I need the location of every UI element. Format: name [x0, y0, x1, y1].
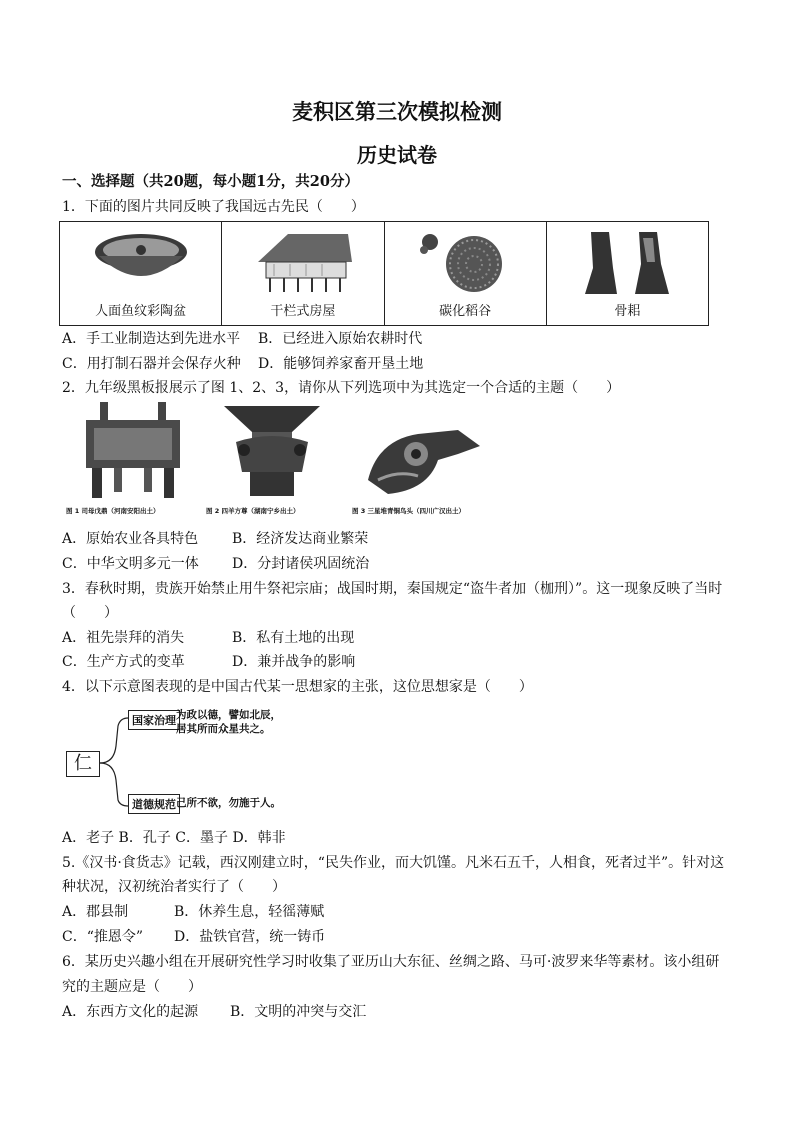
q3-options-row-1: [62, 628, 354, 648]
q1-caption: 干栏式房屋: [270, 304, 336, 319]
q5-options-row-2: [62, 927, 325, 947]
q1-option-a: A．手工业制造达到先进水平: [62, 331, 241, 347]
q2-options-row-2: [62, 554, 369, 574]
q6-stem-line-1: 6．某历史兴趣小组在开展研究性学习时收集了亚历山大东征、丝绸之路、马可·波罗来华等素材。该小组研: [62, 954, 720, 970]
q1-caption: 碳化稻谷: [439, 304, 492, 319]
q1-image-cell: [547, 222, 708, 325]
q2-options-row-1: [62, 529, 368, 549]
q1-option-d: D．能够饲养家畜开垦土地: [258, 356, 424, 372]
q4-stem: 4．以下示意图表现的是中国古代某一思想家的主张，这位思想家是（ ）: [62, 679, 533, 695]
q5-stem-line-1: 5.《汉书·食货志》记载，西汉刚建立时，“民失作业，而大饥馑。凡米石五千，人相食，死者过半”。针对这: [62, 855, 725, 871]
q2-option-d: D．分封诸侯巩固统治: [232, 556, 370, 572]
q2-figure-caption: 图 1 司母戊鼎（河南安阳出土）: [66, 507, 160, 515]
q4-options: A．老子 B．孔子 C．墨子 D．韩非: [62, 830, 286, 846]
q5-option-b: B．休养生息，轻徭薄赋: [174, 904, 325, 920]
q3-option-c: C．生产方式的变革: [62, 654, 185, 670]
painted-pottery-basin-icon: [91, 228, 191, 296]
q2-figure-caption: 图 2 四羊方尊（湖南宁乡出土）: [206, 507, 300, 515]
exam-title: 麦积区第三次模拟检测: [292, 99, 502, 124]
exam-subtitle: 历史试卷: [357, 143, 437, 167]
q1-image-cell: [60, 222, 222, 325]
q6-options-row-1: [62, 1002, 366, 1022]
q1-options-row-1: [62, 329, 422, 349]
q3-option-d: D．兼并战争的影响: [232, 654, 356, 670]
q4-concept-diagram: [62, 706, 362, 826]
q1-caption: 人面鱼纹彩陶盆: [95, 304, 187, 319]
q1-image-cell: [385, 222, 547, 325]
q1-option-c: C．用打制石器并会保存火种: [62, 356, 241, 372]
governance-quote-line-1: 为政以德，譬如北辰，: [176, 709, 281, 721]
q5-option-d: D．盐铁官营，统一铸币: [174, 929, 326, 945]
zun-vessel-icon: [222, 402, 322, 502]
q2-option-c: C．中华文明多元一体: [62, 556, 199, 572]
q6-option-b: B．文明的冲突与交汇: [230, 1004, 367, 1020]
governance-quote-line-2: 居其所而众星共之。: [176, 723, 271, 735]
q2-stem: 2．九年级黑板报展示了图 1、2、3，请你从下列选项中为其选定一个合适的主题（ ）: [62, 380, 621, 396]
q5-options-row-1: [62, 902, 324, 922]
governance-label-box: 国家治理: [128, 710, 180, 730]
section-heading: 一、选择题（共20题，每小题1分，共20分）: [62, 173, 359, 190]
q1-image-cell: [222, 222, 384, 325]
bone-spade-icon: [577, 228, 677, 298]
q1-stem: 1．下面的图片共同反映了我国远古先民（ ）: [62, 199, 365, 215]
morality-label-box: 道德规范: [128, 794, 180, 814]
q6-stem-line-2: 究的主题应是（ ）: [62, 979, 202, 995]
q1-option-b: B．已经进入原始农耕时代: [258, 331, 423, 347]
carbonized-rice-icon: [410, 228, 520, 294]
stilt-house-icon: [248, 228, 358, 294]
q2-option-a: A．原始农业各具特色: [62, 531, 199, 547]
q2-figure-caption: 图 3 三星堆青铜鸟头（四川广汉出土）: [352, 507, 466, 515]
q1-caption: 骨耜: [614, 304, 641, 319]
q3-stem-line-2: （ ）: [62, 605, 118, 621]
q5-option-a: A．郡县制: [62, 904, 129, 920]
q1-options-row-2: [62, 354, 423, 374]
q5-stem-line-2: 种状况，汉初统治者实行了（ ）: [62, 879, 286, 895]
ding-vessel-icon: [78, 402, 188, 502]
q1-image-table: [59, 221, 709, 326]
q3-option-b: B．私有土地的出现: [232, 630, 355, 646]
q3-options-row-2: [62, 652, 355, 672]
q5-option-c: C．“推恩令”: [62, 929, 144, 945]
q2-option-b: B．经济发达商业繁荣: [232, 531, 369, 547]
q3-option-a: A．祖先崇拜的消失: [62, 630, 185, 646]
q6-option-a: A．东西方文化的起源: [62, 1004, 199, 1020]
ren-concept-box: 仁: [66, 751, 100, 777]
governance-quote: [176, 708, 281, 736]
q3-stem-line-1: 3．春秋时期，贵族开始禁止用牛祭祀宗庙；战国时期，秦国规定“盗牛者加（枷刑）”。这一现象反映了当时: [62, 581, 723, 597]
morality-quote: 己所不欲，勿施于人。: [176, 797, 281, 809]
bronze-bird-icon: [358, 420, 488, 500]
